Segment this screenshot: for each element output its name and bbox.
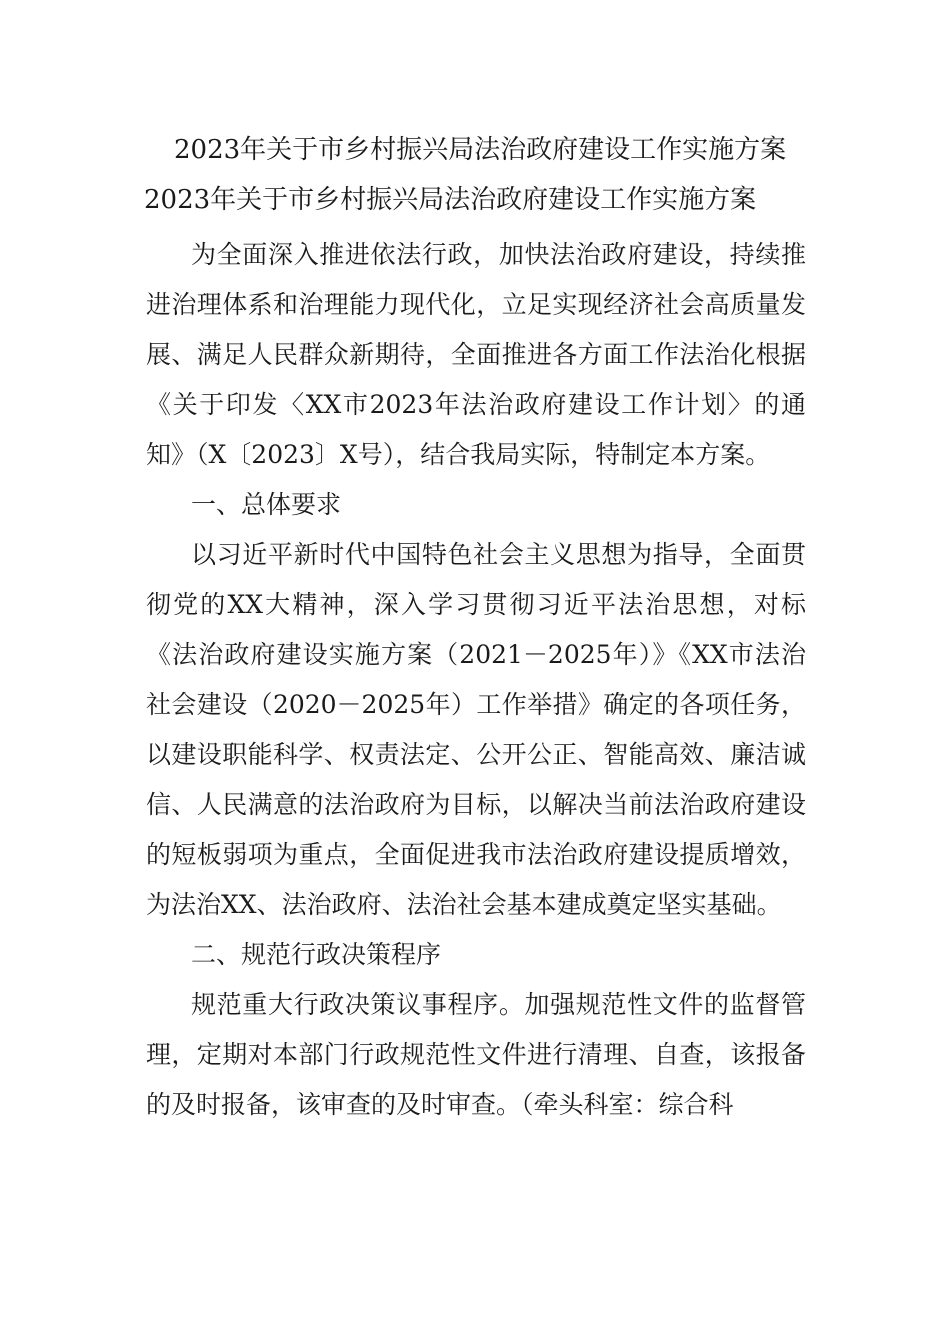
document-title: 2023年关于市乡村振兴局法治政府建设工作实施方案 bbox=[174, 135, 787, 165]
document-subtitle: 2023年关于市乡村振兴局法治政府建设工作实施方案 bbox=[144, 185, 757, 215]
decision-procedures-paragraph: 规范重大行政决策议事程序。加强规范性文件的监督管理，定期对本部门行政规范性文件进行清理、自查，该报备的及时报备，该审查的及时审查。（牵头科室：综合科 bbox=[146, 990, 806, 1119]
document-body bbox=[146, 230, 806, 1130]
general-requirements-paragraph: 以习近平新时代中国特色社会主义思想为指导，全面贯彻党的XX大精神，深入学习贯彻习近平法治思想，对标《法治政府建设实施方案（2021－2025年）》《XX市法治社会建设（2020－2025年）工作举措》确定的各项任务，以建设职能科学、权责法定、公开公正、智能高效、廉洁诚信、人民满意的法治政府为目标，以解决当前法治政府建设的短板弱项为重点，全面促进我市法治政府建设提质增效，为法治XX、法治政府、法治社会基本建成奠定坚实基础。 bbox=[146, 540, 806, 919]
section-heading-general-requirements: 一、总体要求 bbox=[191, 490, 342, 519]
intro-paragraph: 为全面深入推进依法行政，加快法治政府建设，持续推进治理体系和治理能力现代化，立足实现经济社会高质量发展、满足人民群众新期待，全面推进各方面工作法治化根据《关于印发〈XX市2023年法治政府建设工作计划〉的通知》（X〔2023〕X号），结合我局实际，特制定本方案。 bbox=[146, 240, 806, 469]
section-heading-decision-procedures: 二、规范行政决策程序 bbox=[191, 940, 442, 969]
